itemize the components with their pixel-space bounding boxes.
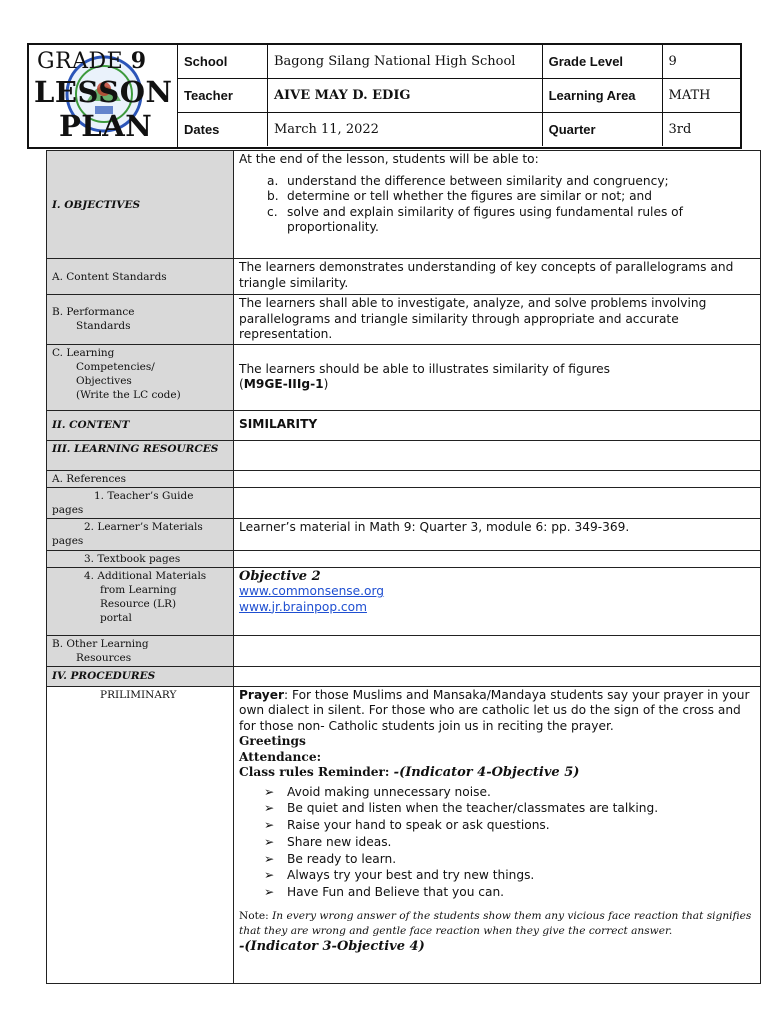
objective-item: a. understand the difference between similarity and congruency; [267, 173, 669, 188]
objectives-content-cell [234, 151, 761, 259]
performance-standards-row [47, 295, 761, 345]
link-commonsense[interactable]: www.commonsense.org [239, 584, 385, 598]
content-label-cell: II. CONTENT [47, 410, 234, 440]
learning-area-label: Learning Area [542, 79, 662, 113]
logo-grade-text: GRADE 9 [37, 48, 147, 74]
lc-code: M9GE-IIIg-1 [243, 377, 324, 391]
rule-item: ➢ Be ready to learn. [264, 851, 397, 866]
content-row [47, 410, 761, 440]
school-label: School [178, 45, 268, 79]
logo-lesson-text: LESSON [34, 75, 173, 109]
content-standards-row [47, 259, 761, 295]
rule-item: ➢ Be quiet and listen when the teacher/classmates are talking. [264, 801, 659, 816]
preliminary-content [234, 686, 761, 983]
objectives-list [239, 174, 755, 236]
additional-materials-label: 4. Additional Materials from Learning Resource (LR) portal [47, 567, 234, 635]
additional-materials-cell [234, 567, 761, 635]
note-text: Note: In every wrong answer of the students show them any vicious face reaction that signifies that they are wrong and gentle face reaction when they give the correct answer. [239, 910, 752, 938]
objectives-label-cell [47, 151, 234, 259]
textbook-label: 3. Textbook pages [47, 550, 234, 567]
teacher-value: AIVE MAY D. EDIG [267, 79, 542, 113]
learning-area-value: MATH [662, 79, 740, 113]
performance-standards-text: The learners shall able to investigate, analyze, and solve problems involving parallelograms and triangle similarity through appropriate and accurate representation. [234, 295, 761, 345]
objectives-intro: At the end of the lesson, students will be able to: [239, 152, 539, 166]
note-indicator: -(Indicator 3-Objective 4) [239, 939, 425, 955]
content-standards-text: The learners demonstrates understanding of key concepts of parallelograms and triangle similarity. [234, 259, 761, 295]
other-resources-row [47, 635, 761, 666]
objective-item: b. determine or tell whether the figures are similar or not; and [267, 189, 653, 203]
prayer-text: Prayer: For those Muslims and Mansaka/Mandaya students say your prayer in your own dialect in silent. For those who are catholic let us do the sign of the cross and for those non- Catholic students join us in reciting the prayer. [239, 687, 750, 733]
competencies-label-cell: C. Learning Competencies/ Objectives (Write the LC code) [47, 344, 234, 410]
competencies-text-cell: The learners should be able to illustrates similarity of figures (M9GE-IIIg-1) [234, 344, 761, 410]
resources-row [47, 440, 761, 470]
content-value-cell [234, 410, 761, 440]
dates-label: Dates [178, 113, 268, 147]
learners-materials-label: 2. Learner’s Materials pages [47, 518, 234, 550]
performance-standards-label-cell: B. Performance Standards [47, 295, 234, 345]
preliminary-label: PRILIMINARY [47, 686, 234, 983]
header-row-dates [178, 113, 741, 147]
grade-level-value: 9 [662, 45, 740, 79]
competencies-text: The learners should be able to illustrates similarity of figures [239, 361, 611, 376]
references-label: A. References [47, 470, 234, 487]
content-value: SIMILARITY [239, 417, 318, 432]
rule-item: ➢ Always try your best and try new things. [264, 868, 535, 883]
attendance-label: Attendance: [239, 749, 322, 764]
rule-item: ➢ Avoid making unnecessary noise. [264, 784, 491, 799]
lesson-plan-header [27, 43, 742, 149]
competencies-row [47, 344, 761, 410]
references-row [47, 470, 761, 487]
quarter-value: 3rd [662, 113, 740, 147]
rule-item: ➢ Share new ideas. [264, 834, 392, 849]
rule-item: ➢ Raise your hand to speak or ask questions. [264, 818, 550, 833]
dates-value: March 11, 2022 [267, 113, 542, 147]
greetings-label: Greetings [239, 734, 306, 748]
learners-materials-value: Learner’s material in Math 9: Quarter 3, module 6: pp. 349-369. [234, 518, 761, 550]
school-value: Bagong Silang National High School [267, 45, 542, 79]
textbook-row [47, 550, 761, 567]
objectives-row [47, 151, 761, 259]
procedures-label-cell: IV. PROCEDURES [47, 666, 234, 686]
logo-plan-text: PLAN [59, 109, 153, 143]
header-row-school [178, 45, 741, 79]
resources-label-cell: III. LEARNING RESOURCES [47, 440, 234, 470]
grade-level-label: Grade Level [542, 45, 662, 79]
preliminary-row [47, 686, 761, 983]
objective-item: c. solve and explain similarity of figures using fundamental rules of proportionality. [267, 204, 683, 234]
content-standards-label: A. Content Standards [47, 259, 234, 295]
lesson-plan-logo [29, 45, 178, 147]
header-info-table [177, 45, 740, 146]
lesson-plan-table [46, 150, 761, 984]
objectives-label: I. OBJECTIVES [52, 198, 141, 211]
additional-materials-title: Objective 2 [239, 568, 321, 584]
teacher-label: Teacher [178, 79, 268, 113]
class-rules-list [239, 784, 755, 902]
class-rules-heading: Class rules Reminder: -(Indicator 4-Objective 5) [239, 765, 580, 780]
procedures-row [47, 666, 761, 686]
learners-materials-row [47, 518, 761, 550]
other-resources-label: B. Other Learning Resources [47, 635, 234, 666]
class-rules-indicator: -(Indicator 4-Objective 5) [393, 765, 580, 780]
teachers-guide-label: 1. Teacher’s Guide pages [47, 487, 234, 518]
additional-materials-row [47, 567, 761, 635]
quarter-label: Quarter [542, 113, 662, 147]
rule-item: ➢ Have Fun and Believe that you can. [264, 885, 505, 900]
header-row-teacher [178, 79, 741, 113]
link-brainpop[interactable]: www.jr.brainpop.com [239, 599, 367, 614]
teachers-guide-row [47, 487, 761, 518]
